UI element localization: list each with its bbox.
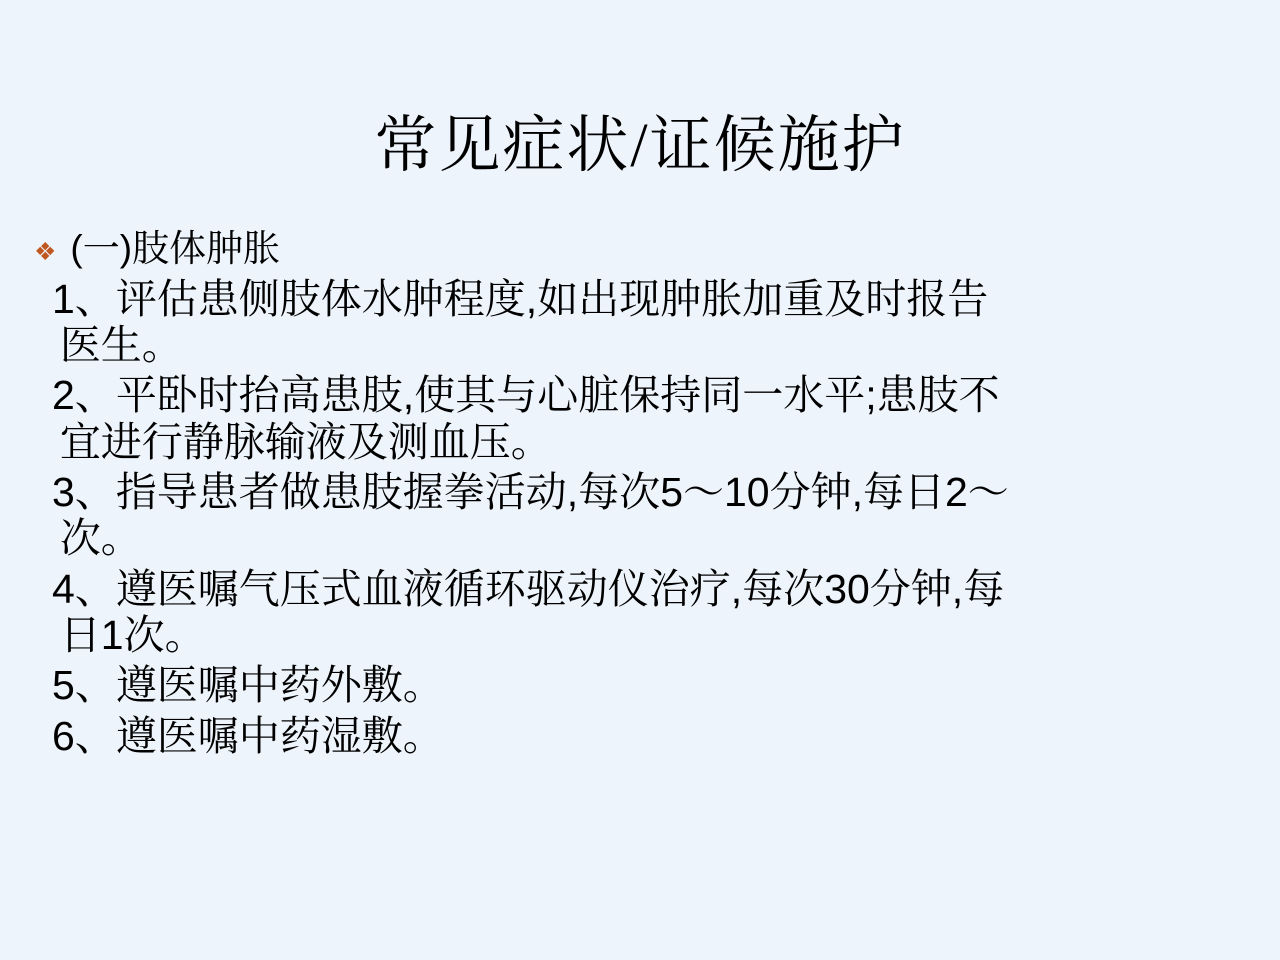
list-item-line1: 遵医嘱中药湿敷。 xyxy=(115,712,444,759)
list-item-line1: 平卧时抬高患肢,使其与心脏保持同一水平;患肢不 xyxy=(115,372,1000,419)
list-item-line1: 评估患侧肢体水肿程度,如出现肿胀加重及时报告 xyxy=(115,275,989,322)
section-label: (一)肢体肿胀 xyxy=(70,228,281,270)
slide-body xyxy=(0,228,1280,759)
list-item xyxy=(34,276,1254,369)
list-item-number: 3、 xyxy=(52,468,116,515)
list-item-line2: 日1次。 xyxy=(59,611,206,658)
list-item xyxy=(34,372,1254,465)
list-item-number: 2、 xyxy=(52,372,116,419)
list-item xyxy=(34,469,1254,562)
list-item-line1: 指导患者做患肢握拳活动,每次5～10分钟,每日2～ xyxy=(115,468,1009,515)
list-item xyxy=(34,713,1254,759)
list-item-text xyxy=(116,713,1254,759)
list-item-number: 6、 xyxy=(52,712,116,759)
list-item-line1: 遵医嘱气压式血液循环驱动仪治疗,每次30分钟,每 xyxy=(115,565,1005,612)
list-item-text xyxy=(59,468,1254,562)
list-item-line1: 遵医嘱中药外敷。 xyxy=(115,662,444,709)
list-item xyxy=(34,566,1254,659)
list-item-number: 1、 xyxy=(52,275,116,322)
list-item-text xyxy=(116,662,1254,708)
list-item-number: 4、 xyxy=(52,565,116,612)
list-item xyxy=(34,662,1254,708)
section-heading xyxy=(34,228,1254,269)
list-item-text xyxy=(59,565,1254,659)
list-item-line2: 宜进行静脉输液及测血压。 xyxy=(59,418,552,465)
page-title: 常见症状/证候施护 xyxy=(374,112,906,180)
list-item-line2: 医生。 xyxy=(59,321,183,368)
list-item-text xyxy=(59,275,1254,369)
list-item-line2: 次。 xyxy=(59,515,142,562)
list-item-number: 5、 xyxy=(52,662,116,709)
list-item-text xyxy=(59,372,1254,465)
diamond-bullet-icon: ❖ xyxy=(34,238,57,267)
